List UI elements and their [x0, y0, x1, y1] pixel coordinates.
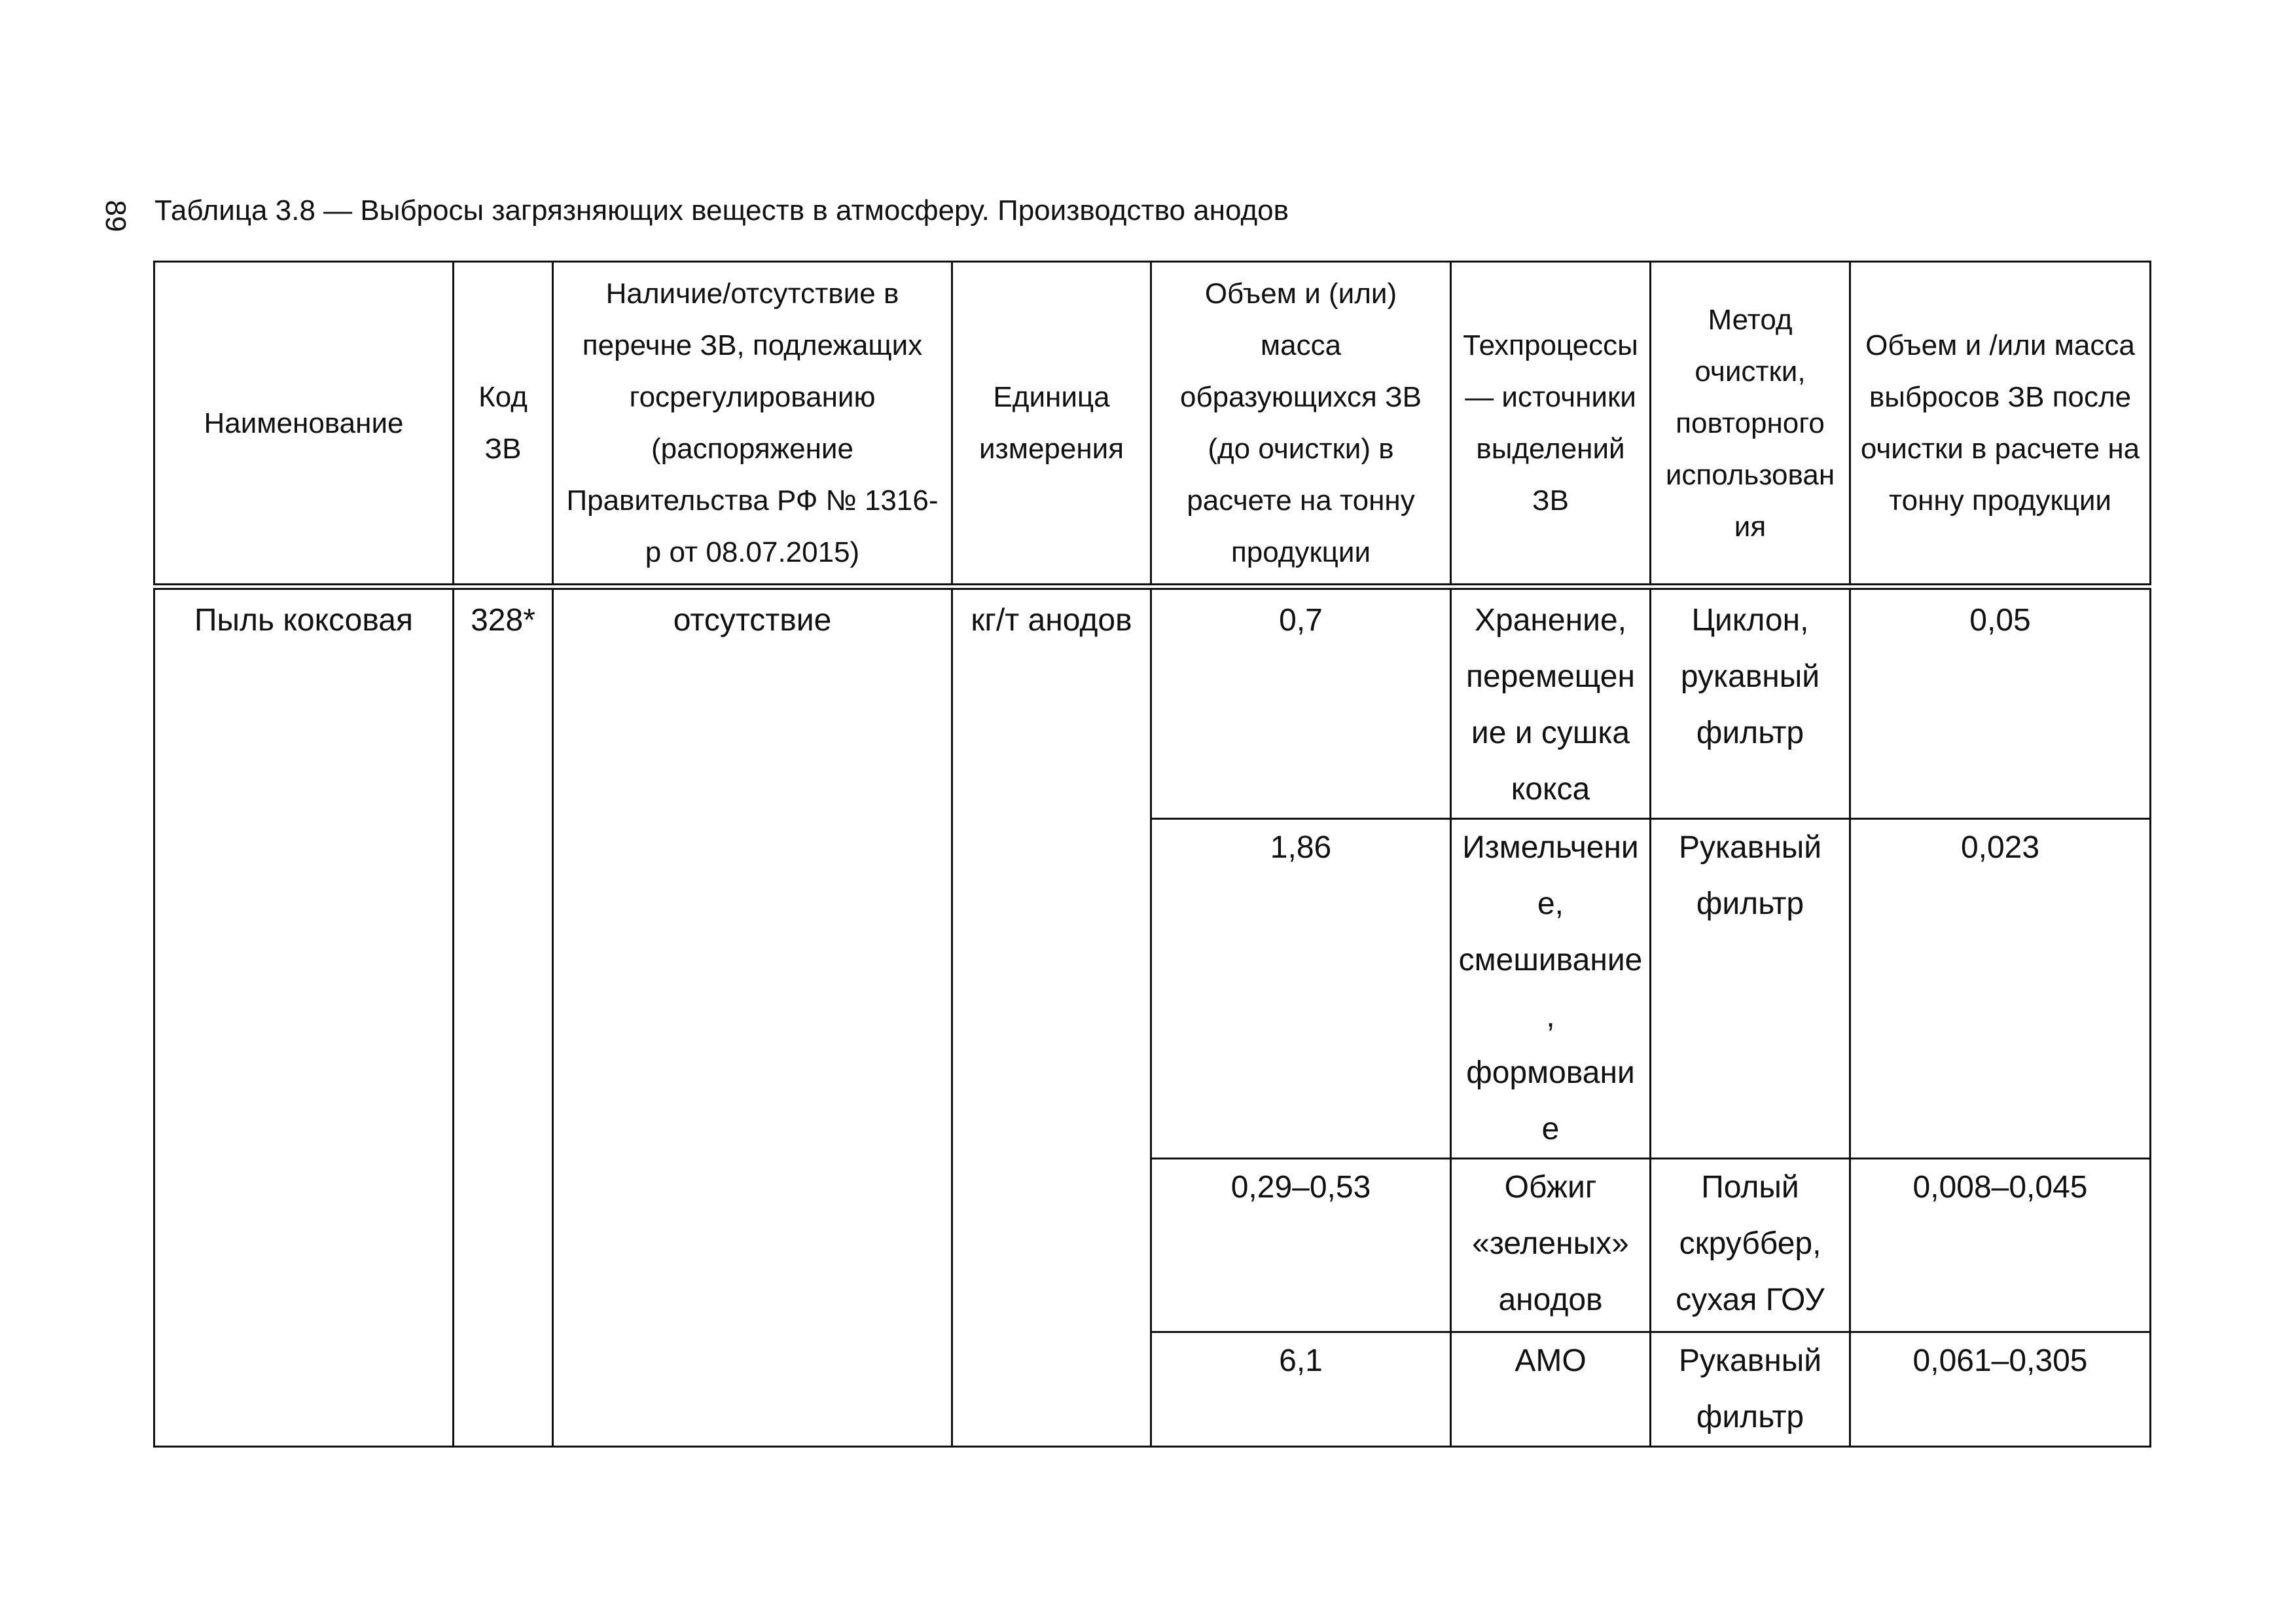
table-row — [154, 587, 2151, 819]
process-cell: Обжиг «зеленых» анодов — [1451, 1159, 1651, 1332]
cleaning-method-cell: Полый скруббер, сухая ГОУ — [1651, 1159, 1850, 1332]
header-code: Код ЗВ — [454, 262, 553, 587]
substance-name-cell — [154, 587, 454, 1447]
formed-mass-cell: 1,86 — [1151, 819, 1451, 1159]
table-header-row — [154, 262, 2151, 587]
formed-mass-cell: 6,1 — [1151, 1332, 1451, 1447]
substance-code: 328* — [471, 603, 535, 638]
emitted-mass-cell: 0,023 — [1850, 819, 2151, 1159]
unit-cell — [952, 587, 1151, 1447]
regulation-status-cell — [553, 587, 952, 1447]
header-emitted-mass: Объем и /или масса выбросов ЗВ после очистки в расчете на тонну продукции — [1850, 262, 2151, 587]
header-name: Наименование — [154, 262, 454, 587]
formed-mass-cell: 0,7 — [1151, 587, 1451, 819]
emitted-mass-cell: 0,008–0,045 — [1850, 1159, 2151, 1332]
process-cell: Хранение, перемещение и сушка кокса — [1451, 587, 1651, 819]
cleaning-method-cell: Рукавный фильтр — [1651, 1332, 1850, 1447]
substance-code-cell — [454, 587, 553, 1447]
header-cleaning-method: Метод очистки, повторного использования — [1651, 262, 1850, 587]
header-formed-mass: Объем и (или) масса образующихся ЗВ (до очистки) в расчете на тонну продукции — [1151, 262, 1451, 587]
substance-name: Пыль коксовая — [194, 603, 413, 638]
emitted-mass-cell: 0,061–0,305 — [1850, 1332, 2151, 1447]
process-cell: АМО — [1451, 1332, 1651, 1447]
cleaning-method-cell: Рукавный фильтр — [1651, 819, 1850, 1159]
page-number: 89 — [99, 200, 132, 232]
cleaning-method-cell: Циклон, рукавный фильтр — [1651, 587, 1850, 819]
header-regulation: Наличие/отсутствие в перечне ЗВ, подлежащих госрегулированию (распоряжение Правительства РФ № 1316-р от 08.07.2015) — [553, 262, 952, 587]
table-caption: Таблица 3.8 — Выбросы загрязняющих веществ в атмосферу. Производство анодов — [154, 194, 1289, 227]
process-cell: Измельчение, смешивание, формование — [1451, 819, 1651, 1159]
emissions-table — [153, 261, 2151, 1448]
formed-mass-cell: 0,29–0,53 — [1151, 1159, 1451, 1332]
header-unit: Единица измерения — [952, 262, 1151, 587]
unit-value: кг/т анодов — [971, 603, 1132, 638]
regulation-status: отсутствие — [673, 603, 832, 638]
emitted-mass-cell: 0,05 — [1850, 587, 2151, 819]
header-process: Техпроцессы — источники выделений ЗВ — [1451, 262, 1651, 587]
